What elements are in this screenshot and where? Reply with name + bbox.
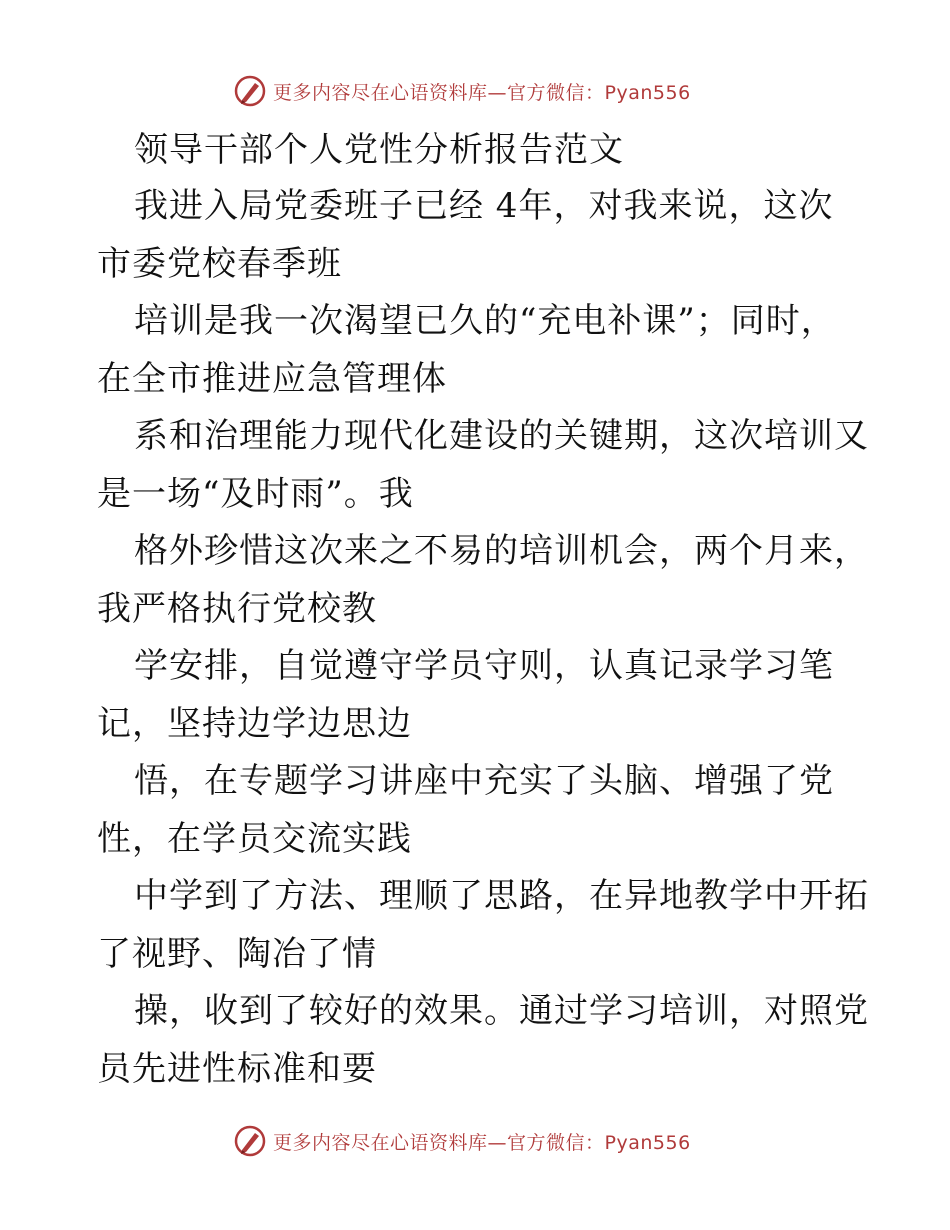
paragraph-line: 记，坚持边学边思边 [97, 703, 412, 744]
pen-logo-icon [233, 74, 267, 108]
paragraph-line: 市委党校春季班 [97, 243, 342, 284]
paragraph-line: 操，收到了较好的效果。通过学习培训，对照党 [134, 991, 869, 1031]
paragraph-line: 性，在学员交流实践 [97, 818, 412, 859]
paragraph-line: 悟，在专题学习讲座中充实了头脑、增强了党 [134, 761, 834, 801]
watermark-text: 更多内容尽在心语资料库—官方微信：Pyan556 [273, 81, 691, 104]
paragraph-line: 系和治理能力现代化建设的关键期，这次培训又 [134, 416, 869, 456]
header-watermark [233, 74, 691, 108]
document-body [97, 178, 869, 1098]
footer-watermark [233, 1124, 691, 1158]
paragraph-line: 是一场“及时雨”。我 [97, 473, 414, 514]
paragraph-line: 我进入局党委班子已经 4年，对我来说，这次 [134, 186, 834, 226]
watermark-text: 更多内容尽在心语资料库—官方微信：Pyan556 [273, 1131, 691, 1154]
pen-logo-icon [233, 1124, 267, 1158]
paragraph-line: 员先进性标准和要 [97, 1048, 377, 1089]
paragraph-line: 了视野、陶冶了情 [97, 933, 377, 974]
paragraph-line: 我严格执行党校教 [97, 588, 377, 629]
document-title: 领导干部个人党性分析报告范文 [134, 130, 624, 170]
paragraph-line: 中学到了方法、理顺了思路，在异地教学中开拓 [134, 876, 869, 916]
paragraph-line: 培训是我一次渴望已久的“充电补课”；同时， [134, 301, 836, 341]
paragraph-line: 格外珍惜这次来之不易的培训机会，两个月来， [134, 531, 869, 571]
paragraph-line: 学安排，自觉遵守学员守则，认真记录学习笔 [134, 646, 834, 686]
paragraph-line: 在全市推进应急管理体 [97, 358, 447, 399]
